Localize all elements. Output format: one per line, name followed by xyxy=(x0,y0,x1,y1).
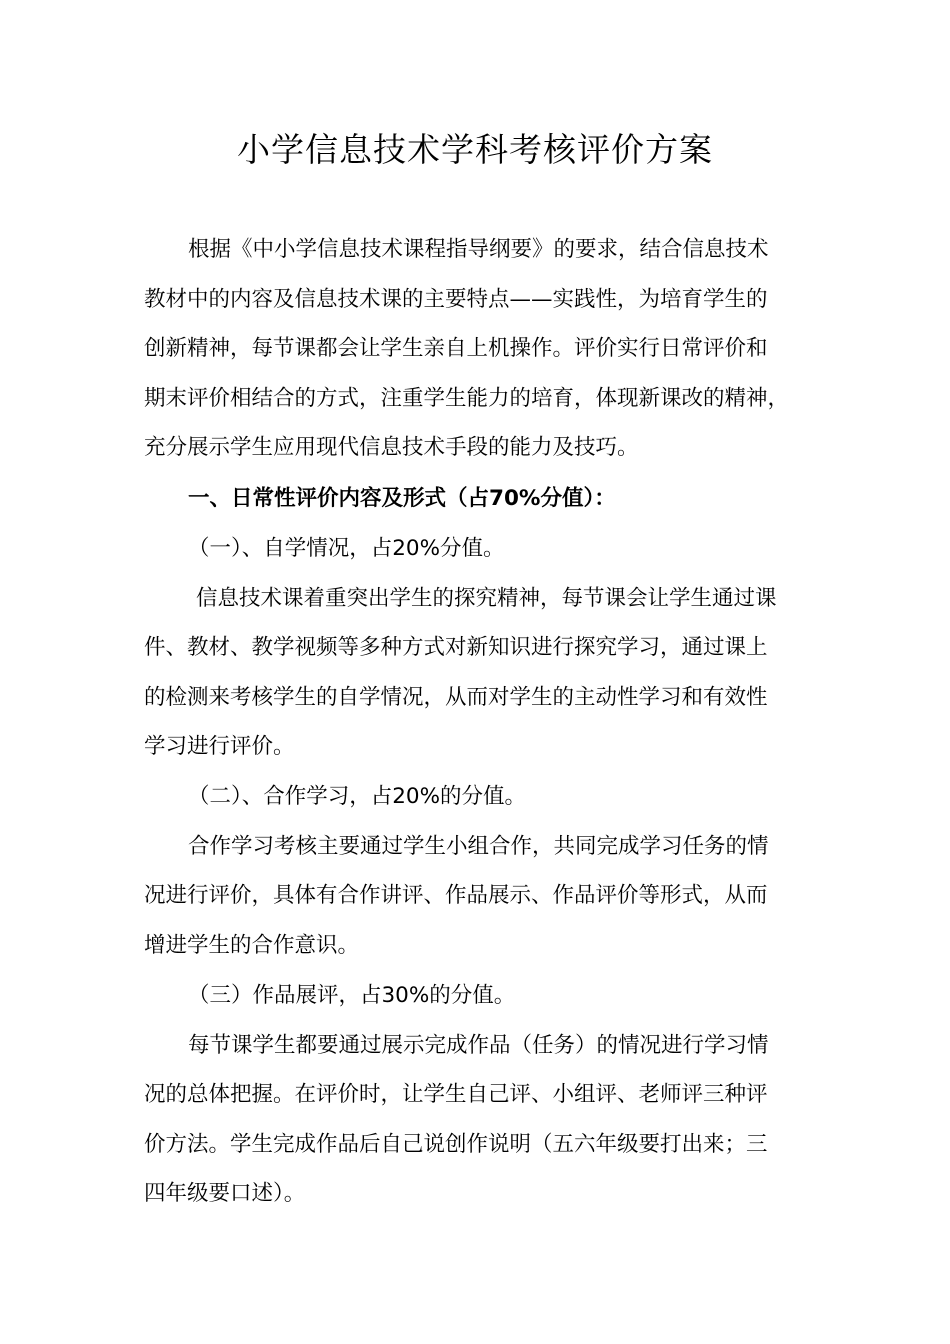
sub-2-line: 增进学生的合作意识。 xyxy=(144,932,360,958)
sub-2-line: 合作学习考核主要通过学生小组合作，共同完成学习任务的情 xyxy=(188,833,769,859)
sub-section-3 xyxy=(144,971,804,1219)
section-1-heading: 一、日常性评价内容及形式（占70%分值）： xyxy=(188,486,616,511)
sub-3-line: 四年级要口述）。 xyxy=(144,1181,306,1207)
intro-line: 期末评价相结合的方式，注重学生能力的培育，体现新课改的精神， xyxy=(144,385,790,411)
sub-1-heading: （一）、自学情况，占20%分值。 xyxy=(188,536,505,561)
intro-line: 创新精神，每节课都会让学生亲自上机操作。评价实行日常评价和 xyxy=(144,336,768,362)
sub-1-line: 学习进行评价。 xyxy=(144,734,295,760)
intro-line: 充分展示学生应用现代信息技术手段的能力及技巧。 xyxy=(144,435,639,461)
section-heading xyxy=(144,474,804,524)
document-title: 小学信息技术学科考核评价方案 xyxy=(237,130,713,169)
sub-2-heading: （二）、合作学习，占20%的分值。 xyxy=(188,784,527,809)
intro-line: 根据《中小学信息技术课程指导纲要》的要求，结合信息技术 xyxy=(188,237,769,262)
sub-section-1 xyxy=(144,524,804,772)
sub-section-2 xyxy=(144,772,804,970)
sub-1-line: 信息技术课着重突出学生的探究精神，每节课会让学生通过课 xyxy=(196,585,777,611)
sub-3-heading: （三）作品展评，占30%的分值。 xyxy=(188,983,516,1008)
intro-line: 教材中的内容及信息技术课的主要特点——实践性，为培育学生的 xyxy=(144,286,768,312)
sub-3-line: 况的总体把握。在评价时，让学生自己评、小组评、老师评三种评 xyxy=(144,1082,768,1108)
sub-2-line: 况进行评价，具体有合作讲评、作品展示、作品评价等形式，从而 xyxy=(144,883,768,909)
sub-1-line: 的检测来考核学生的自学情况，从而对学生的主动性学习和有效性 xyxy=(144,684,768,710)
sub-3-line: 每节课学生都要通过展示完成作品（任务）的情况进行学习情 xyxy=(188,1032,769,1058)
sub-1-line: 件、教材、教学视频等多种方式对新知识进行探究学习，通过课上 xyxy=(144,635,768,661)
sub-3-line: 价方法。学生完成作品后自己说创作说明（五六年级要打出来；三 xyxy=(144,1131,768,1157)
intro-paragraph xyxy=(144,225,804,473)
